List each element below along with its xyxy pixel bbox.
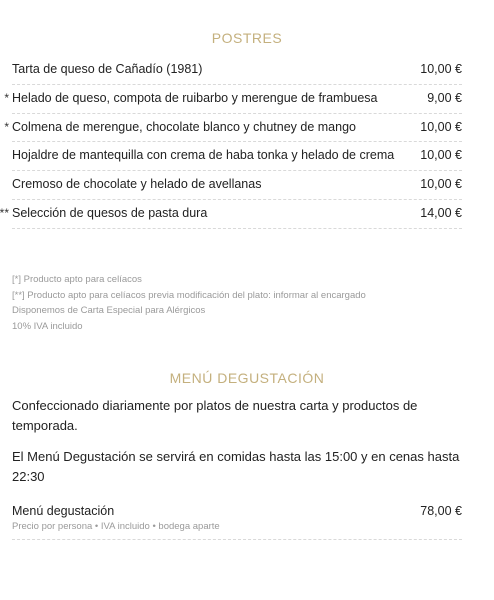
item-name: Colmena de merengue, chocolate blanco y chutney de mango: [12, 119, 356, 134]
menu-item: [4, 114, 462, 143]
footnotes: [12, 272, 366, 334]
menu-item: [12, 171, 462, 200]
degustacion-item: [12, 503, 462, 540]
menu-item: [12, 56, 462, 85]
item-name: Tarta de queso de Cañadío (1981): [12, 62, 203, 76]
item-mark: **: [0, 205, 9, 220]
item-name: Cremoso de chocolate y helado de avellanas: [12, 177, 262, 192]
item-price: 9,00 €: [427, 90, 462, 105]
footnote: [*] Producto apto para celíacos: [12, 274, 142, 285]
footnote: [**] Producto apto para celíacos previa modificación del plato: informar al encargado: [12, 289, 366, 301]
item-mark: *: [4, 119, 9, 134]
item-price: 10,00 €: [420, 177, 462, 192]
item-name: Helado de queso, compota de ruibarbo y merengue de frambuesa: [12, 90, 378, 105]
postres-list: [0, 56, 494, 229]
item-price: 10,00 €: [420, 119, 462, 134]
menu-item: [12, 142, 462, 171]
menu-item: [0, 200, 462, 229]
item-name: Selección de quesos de pasta dura: [12, 205, 208, 220]
degustacion-schedule: El Menú Degustación se servirá en comidas hasta las 15:00 y en cenas hasta 22:30: [12, 449, 460, 484]
degustacion-description: Confeccionado diariamente por platos de nuestra carta y productos de temporada.: [12, 398, 418, 433]
item-price: 14,00 €: [420, 205, 462, 220]
item-name: Hojaldre de mantequilla con crema de haba tonka y helado de crema: [12, 148, 395, 163]
menu-item: [4, 85, 462, 114]
degustacion-title: MENÚ DEGUSTACIÓN: [169, 370, 325, 386]
item-mark: *: [4, 90, 9, 105]
postres-title: POSTRES: [211, 30, 283, 46]
footnote: Disponemos de Carta Especial para Alérgicos: [12, 305, 206, 316]
item-price: 10,00 €: [420, 62, 462, 76]
item-price: 10,00 €: [420, 148, 462, 163]
footnote: 10% IVA incluido: [12, 320, 83, 332]
item-subtitle: Precio por persona • IVA incluido • bodega aparte: [12, 521, 220, 532]
item-name: Menú degustación: [12, 504, 115, 518]
item-price: 78,00 €: [420, 504, 462, 518]
